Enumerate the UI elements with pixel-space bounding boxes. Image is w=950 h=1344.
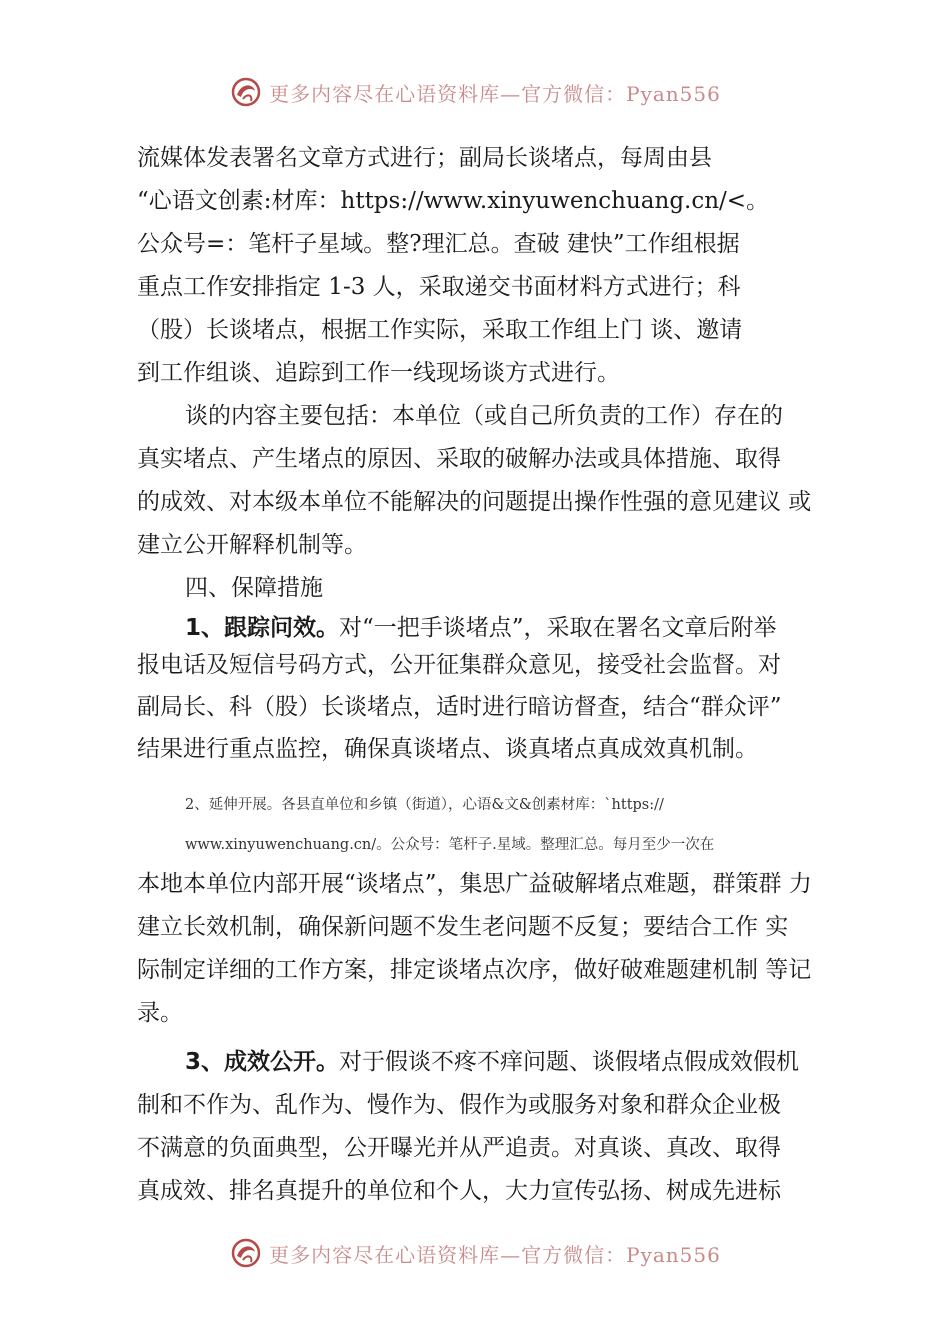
text-span: 对“一把手谈堵点”，采取在署名文章后附举: [339, 615, 777, 641]
text-line: 结果进行重点监控，确保真谈堵点、谈真堵点真成效真机制。: [137, 736, 758, 762]
small-text-line: 2、延伸开展。各县直单位和乡镇（街道），心语&文&创素材库：`https://: [185, 797, 664, 813]
text-span: 对于假谈不疼不痒问题、谈假堵点假成效假机: [339, 1049, 800, 1075]
header-banner: [0, 72, 950, 112]
text-line: 制和不作为、乱作为、慢作为、假作为或服务对象和群众企业极: [137, 1092, 781, 1118]
text-line: 的成效、对本级本单位不能解决的问题提出操作性强的意见建议 或: [137, 489, 812, 515]
paragraph-first-line: [185, 1047, 827, 1077]
small-text-line: www.xinyuwenchuang.cn/。公众号：笔杆子.星域。整理汇总。每月至少一次在: [185, 837, 715, 853]
swirl-logo-icon: [229, 75, 263, 109]
text-line: 公众号=：笔杆子星域。整?理汇总。查破 建快”工作组根据: [137, 231, 740, 257]
text-line: 副局长、科（股）长谈堵点，适时进行暗访督查，结合“群众评”: [137, 694, 782, 720]
text-line: 际制定详细的工作方案，排定谈堵点次序，做好破难题建机制 等记: [137, 957, 812, 983]
text-line: 重点工作安排指定 1-3 人，采取递交书面材料方式进行；科: [137, 274, 741, 300]
text-line: 建立长效机制，确保新问题不发生老问题不反复；要结合工作 实: [137, 914, 789, 940]
text-line: 报电话及短信号码方式，公开征集群众意见，接受社会监督。对: [137, 652, 781, 678]
footer-banner: [0, 1233, 950, 1273]
text-line: （股）长谈堵点，根据工作实际，采取工作组上门 谈、邀请: [137, 317, 743, 343]
text-line: 本地本单位内部开展“谈堵点”，集思广益破解堵点难题，群策群 力: [137, 871, 812, 897]
text-line: “心语文创素:材库：https://www.xinyuwenchuang.cn/<。: [137, 188, 770, 214]
text-line: 到工作组谈、追踪到工作一线现场谈方式进行。: [137, 360, 620, 386]
text-line: 录。: [137, 1000, 183, 1026]
footer-banner-text: 更多内容尽在心语资料库—官方微信：Pyan556: [269, 1242, 721, 1267]
section-heading: 四、保障措施: [185, 575, 323, 601]
text-line: 流媒体发表署名文章方式进行；副局长谈堵点，每周由县: [137, 145, 712, 171]
header-banner-text: 更多内容尽在心语资料库—官方微信：Pyan556: [269, 81, 721, 106]
paragraph-first-line: [185, 613, 827, 643]
text-line: 真成效、排名真提升的单位和个人，大力宣传弘扬、树成先进标: [137, 1178, 781, 1204]
subheading-bold: 1、跟踪问效。: [185, 615, 340, 641]
text-line: 真实堵点、产生堵点的原因、采取的破解办法或具体措施、取得: [137, 446, 781, 472]
swirl-logo-icon: [229, 1236, 263, 1270]
text-line: 不满意的负面典型，公开曝光并从严追责。对真谈、真改、取得: [137, 1135, 781, 1161]
paragraph-first-line: 谈的内容主要包括：本单位（或自己所负责的工作）存在的: [185, 403, 783, 429]
subheading-bold: 3、成效公开。: [185, 1049, 340, 1075]
text-line: 建立公开解释机制等。: [137, 532, 367, 558]
